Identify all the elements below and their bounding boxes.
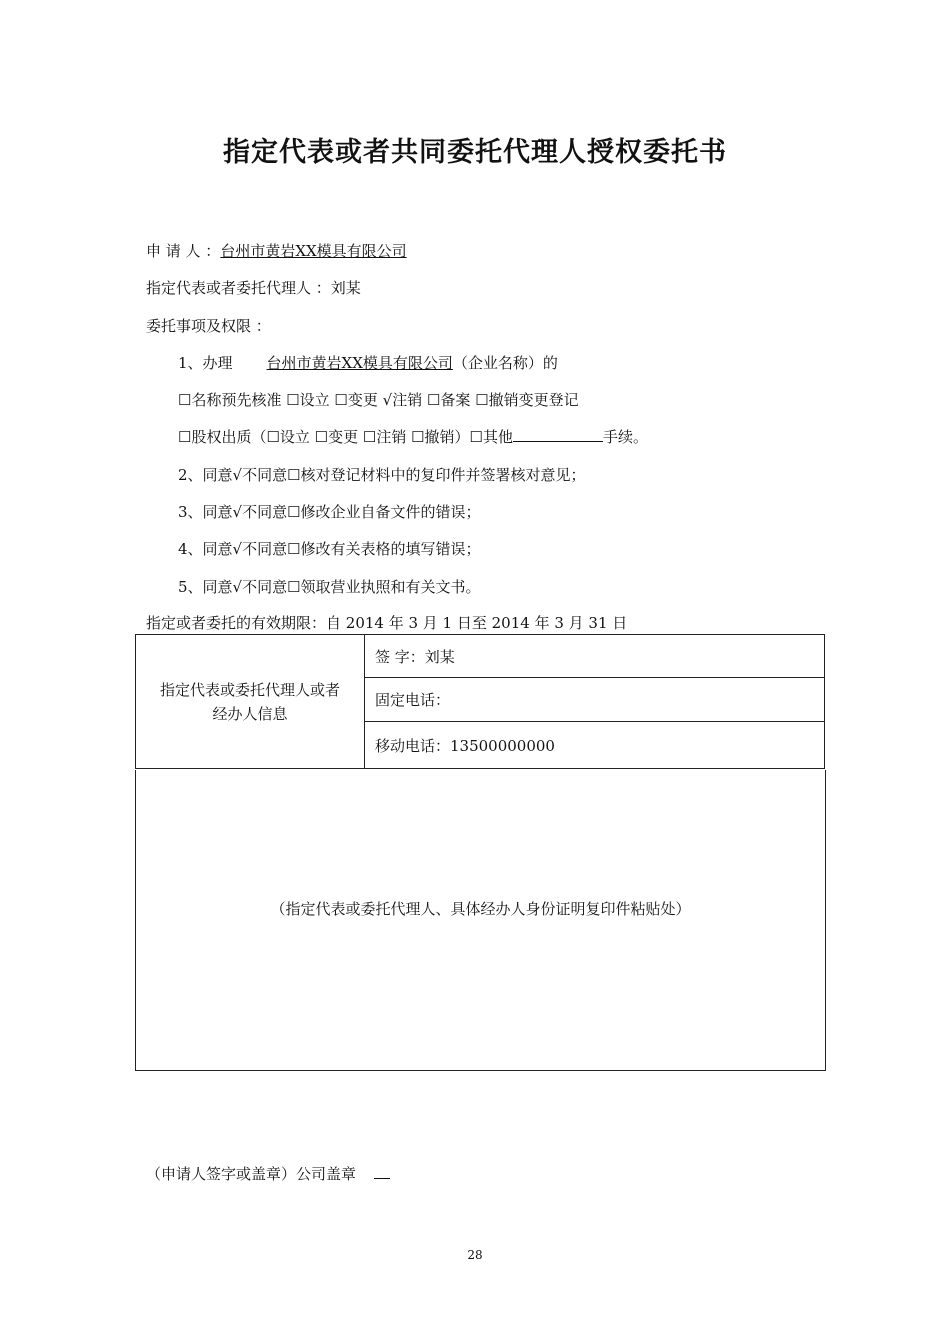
representative-line: [146, 277, 361, 298]
representative-value: 刘某: [330, 279, 361, 297]
item1-options-line2: [178, 426, 648, 447]
item1-options-line2-prefix: ☐股权出质（☐设立 ☐变更 ☐注销 ☐撤销）☐其他: [178, 428, 513, 446]
info-left-label-text: 指定代表或委托代理人或者经办人信息: [159, 680, 340, 723]
seal-line: [146, 1163, 390, 1184]
item3-line: 3、同意√不同意☐修改企业自备文件的错误；: [178, 503, 481, 521]
seal-label: （申请人签字或盖章）公司盖章: [146, 1165, 357, 1183]
id-copy-area: [135, 770, 826, 1071]
info-table: [135, 634, 825, 769]
item1-line: [178, 352, 558, 373]
other-blank: [513, 427, 603, 442]
applicant-label: 申 请 人 ：: [146, 242, 221, 260]
item4-line: 4、同意√不同意☐修改有关表格的填写错误；: [178, 540, 481, 558]
matters-label: 委托事项及权限 ：: [146, 317, 271, 335]
id-copy-note: （指定代表或委托代理人、具体经办人身份证明复印件粘贴处）: [270, 900, 691, 918]
item1-options-line2-suffix: 手续。: [603, 428, 649, 446]
document-title: 指定代表或者共同委托代理人授权委托书: [223, 137, 727, 168]
item1-prefix: 1、办理: [178, 354, 233, 372]
item5-line: 5、同意√不同意☐领取营业执照和有关文书。: [178, 578, 481, 596]
item2-line: 2、同意√不同意☐核对登记材料中的复印件并签署核对意见；: [178, 466, 586, 484]
page-number: 28: [467, 1248, 483, 1262]
mobile-phone-cell: 移动电话：13500000000: [365, 722, 825, 769]
seal-blank: [374, 1164, 390, 1179]
item1-options-line1: ☐名称预先核准 ☐设立 ☐变更 √注销 ☐备案 ☐撤销变更登记: [178, 391, 579, 409]
item1-company: 台州市黄岩XX模具有限公司: [266, 354, 453, 372]
representative-label: 指定代表或者委托代理人 ：: [146, 279, 331, 297]
info-left-label: [136, 635, 365, 769]
fixed-phone-cell: 固定电话：: [365, 678, 825, 722]
validity-line: 指定或者委托的有效期限：自 2014 年 3 月 1 日至 2014 年 3 月 31 日: [146, 614, 628, 632]
applicant-line: [146, 240, 407, 261]
signature-cell: 签 字：刘某: [365, 635, 825, 678]
applicant-value: 台州市黄岩XX模具有限公司: [220, 242, 407, 260]
item1-suffix: （企业名称）的: [452, 354, 558, 372]
